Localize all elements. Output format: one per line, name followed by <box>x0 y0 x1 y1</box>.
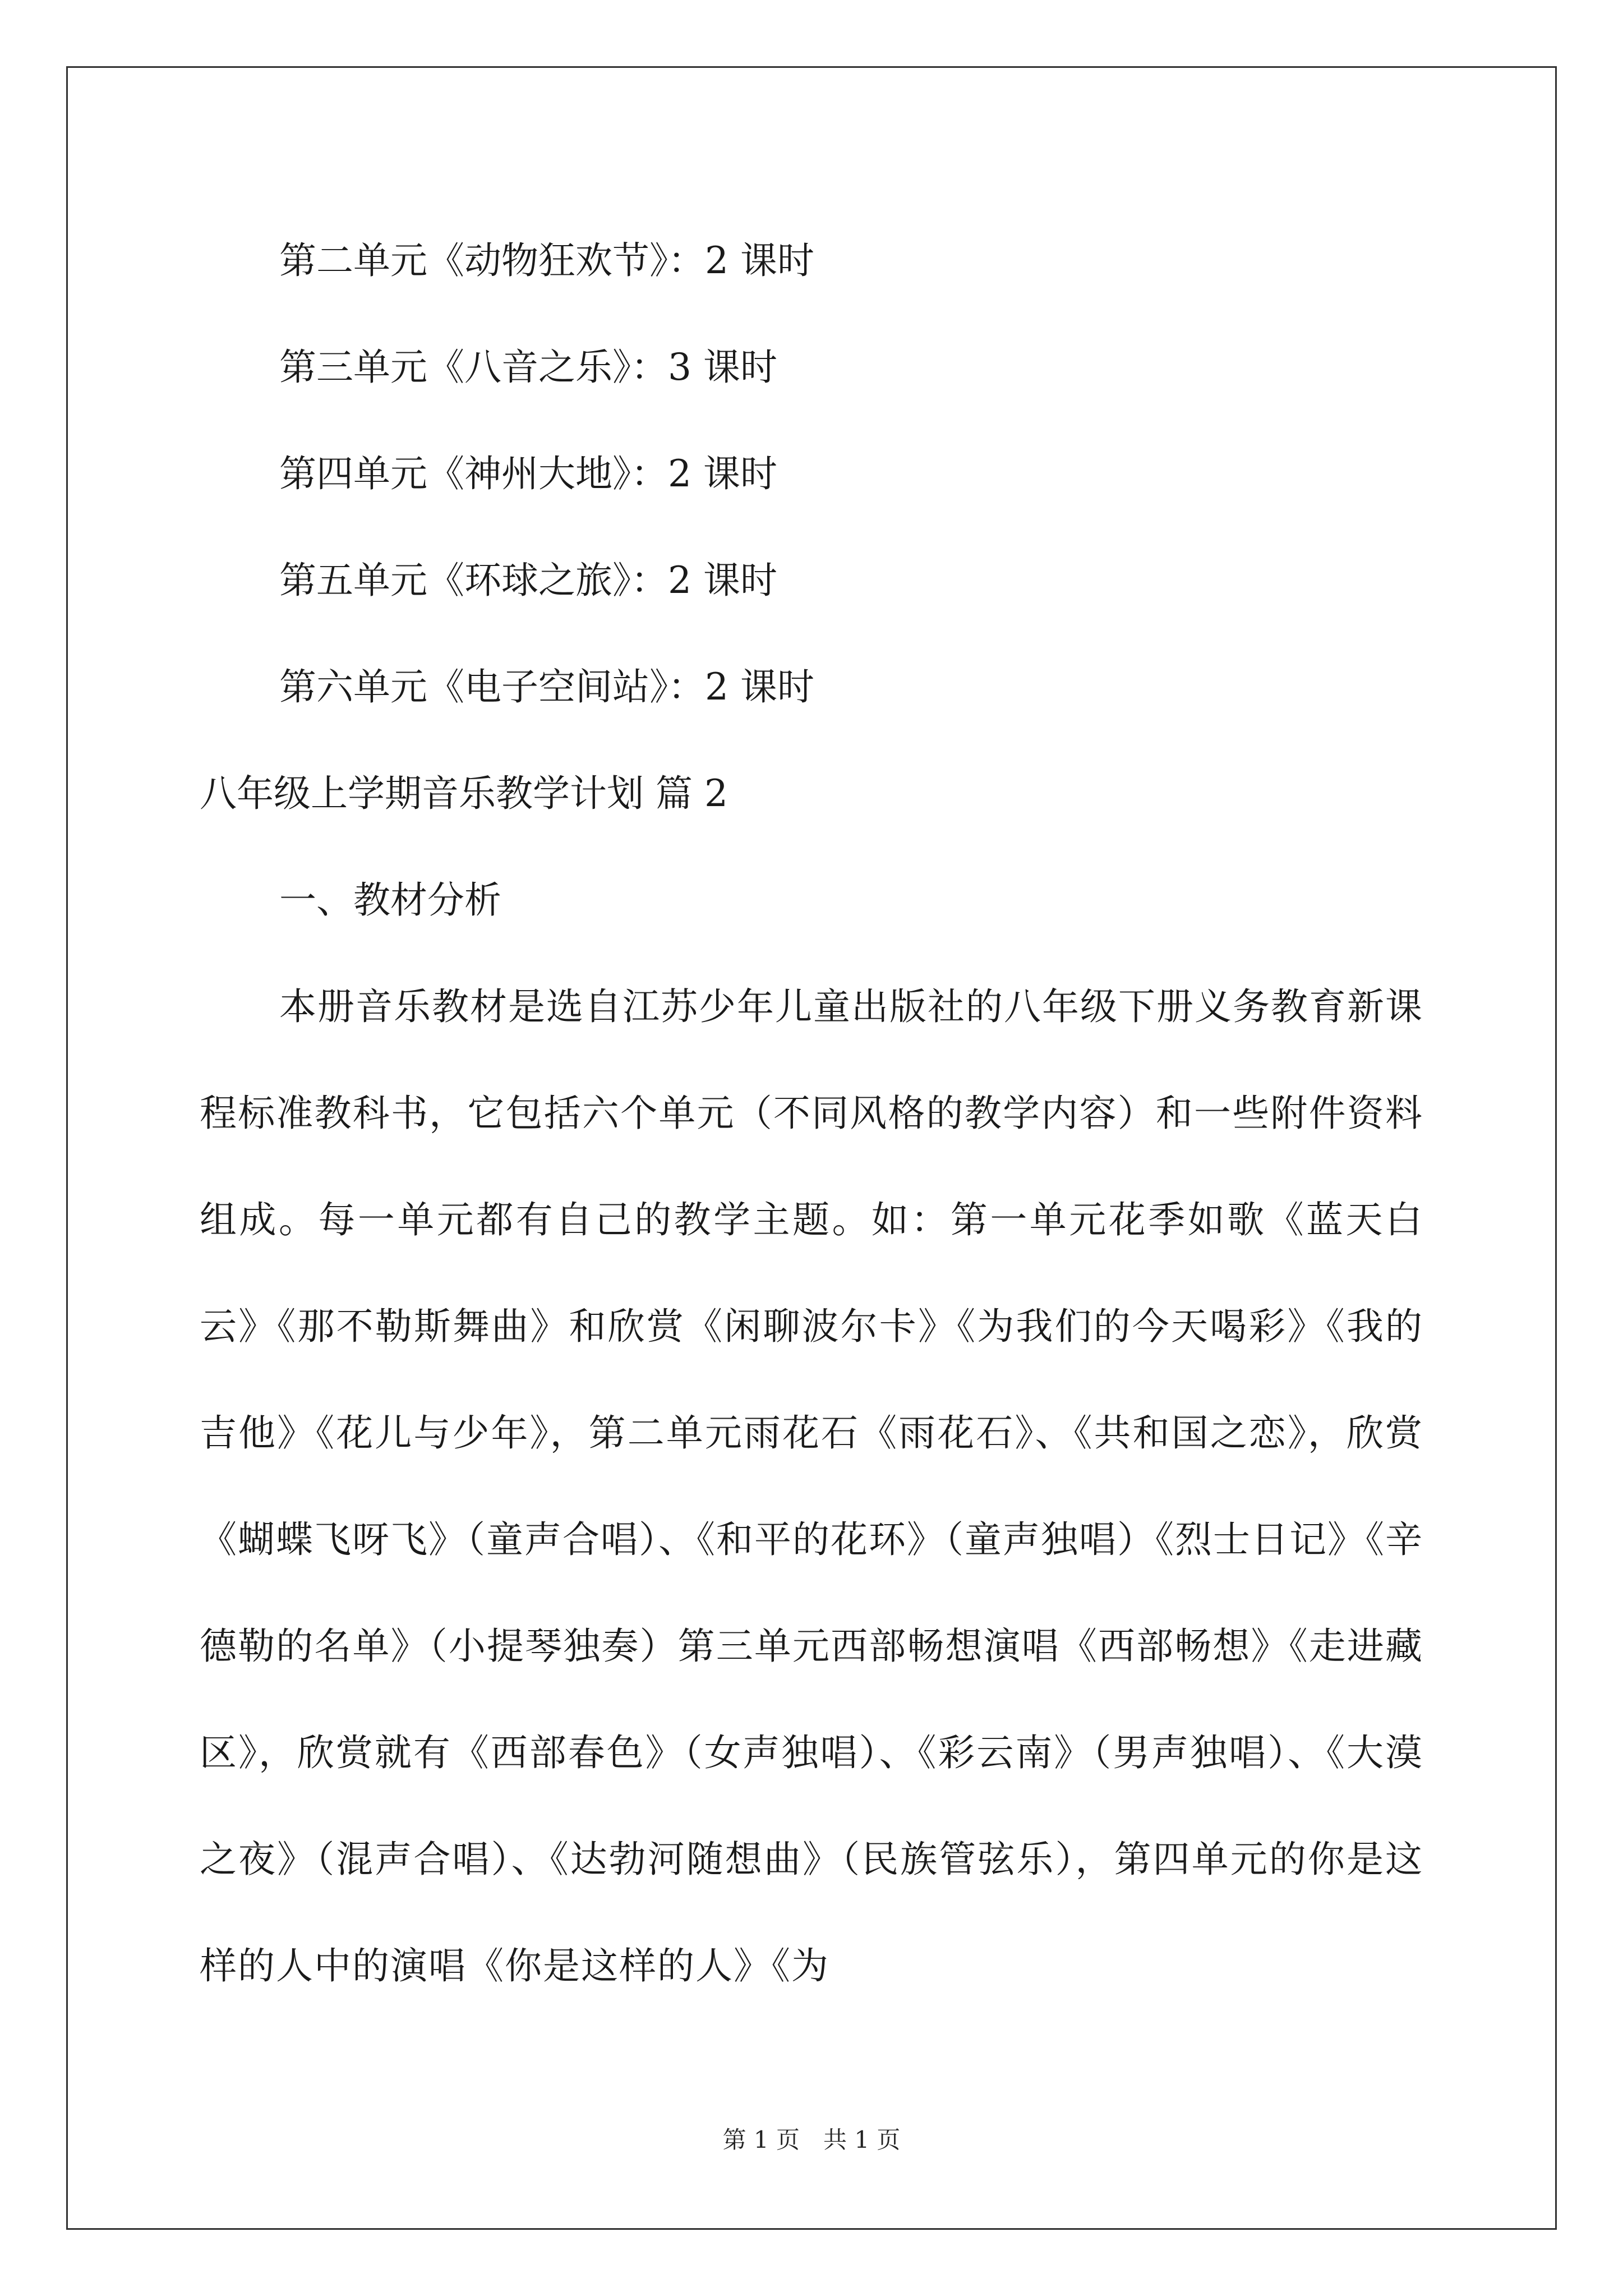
analysis-paragraph: 本册音乐教材是选自江苏少年儿童出版社的八年级下册义务教育新课程标准教科书，它包括六个单元（不同风格的教学内容）和一些附件资料组成。每一单元都有自己的教学主题。如：第一单元花季如歌《蓝天白云》《那不勒斯舞曲》和欣赏《闲聊波尔卡》《为我们的今天喝彩》《我的吉他》《花儿与少年》，第二单元雨花石《雨花石》、《共和国之恋》，欣赏《蝴蝶飞呀飞》（童声合唱）、《和平的花环》（童声独唱）《烈士日记》《辛德勒的名单》（小提琴独奏）第三单元西部畅想演唱《西部畅想》《走进藏区》，欣赏就有《西部春色》（女声独唱）、《彩云南》（男声独唱）、《大漠之夜》（混声合唱）、《达勃河随想曲》（民族管弦乐），第四单元的你是这样的人中的演唱《你是这样的人》《为 <box>200 985 1423 1987</box>
unit-line-5: 第五单元《环球之旅》：2 课时 <box>279 559 777 602</box>
document-body <box>200 208 1423 2019</box>
unit-line-6: 第六单元《电子空间站》：2 课时 <box>279 665 814 708</box>
unit-line-4: 第四单元《神州大地》：2 课时 <box>279 452 777 495</box>
page-footer: 第 1 页 共 1 页 <box>722 2126 901 2154</box>
section-title: 八年级上学期音乐教学计划 篇 2 <box>200 772 728 815</box>
subsection-title: 一、教材分析 <box>279 878 501 922</box>
unit-line-3: 第三单元《八音之乐》：3 课时 <box>279 346 777 389</box>
unit-line-2: 第二单元《动物狂欢节》：2 课时 <box>279 239 814 282</box>
